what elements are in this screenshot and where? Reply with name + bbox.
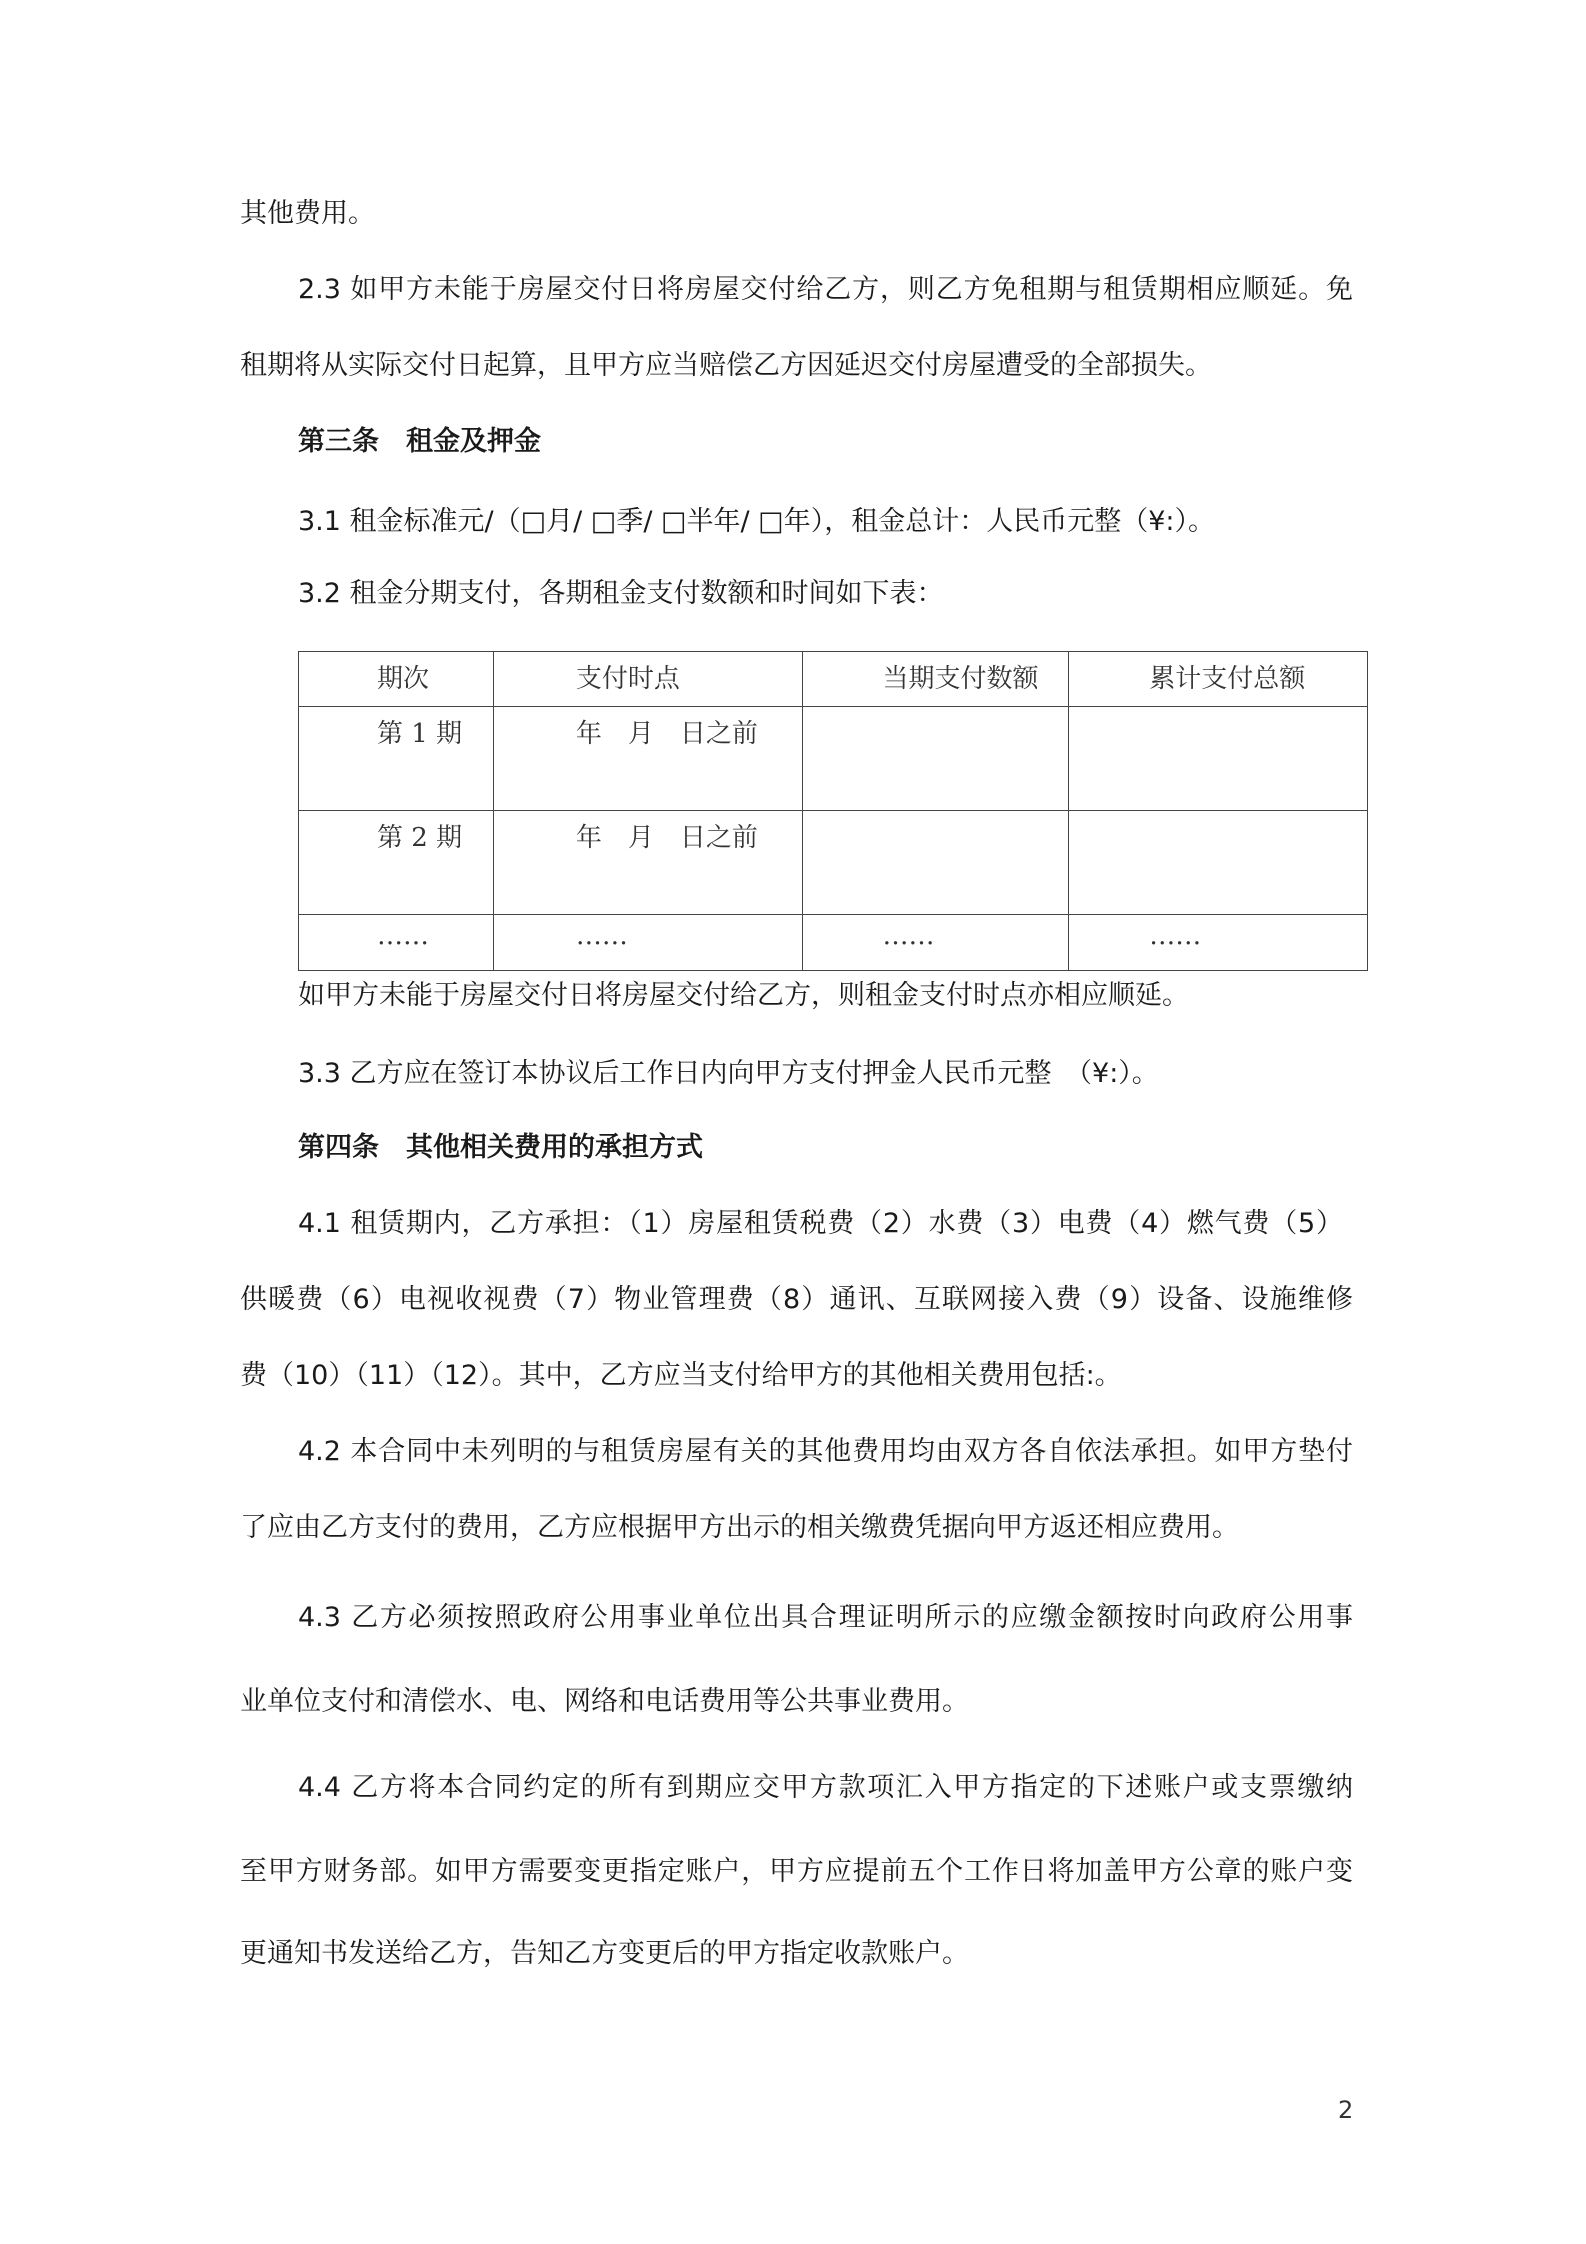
- table-cell: [1069, 811, 1368, 915]
- table-row: [299, 915, 1368, 971]
- line-p44c: 更通知书发送给乙方，告知乙方变更后的甲方指定收款账户。: [240, 1938, 969, 1969]
- line-p43b: 业单位支付和清偿水、电、网络和电话费用等公共事业费用。: [240, 1686, 969, 1717]
- line-p41b: 供暖费（6）电视收视费（7）物业管理费（8）通讯、互联网接入费（9）设备、设施维修: [240, 1284, 1353, 1315]
- line-p44a: 4.4 乙方将本合同约定的所有到期应交甲方款项汇入甲方指定的下述账户或支票缴纳: [298, 1772, 1353, 1803]
- line-p42b: 了应由乙方支付的费用，乙方应根据甲方出示的相关缴费凭据向甲方返还相应费用。: [240, 1512, 1239, 1543]
- table-cell: [802, 811, 1069, 915]
- heading-article-3: 第三条 租金及押金: [298, 426, 541, 457]
- line-p41c: 费（10）（11）（12）。其中，乙方应当支付给甲方的其他相关费用包括:。: [240, 1360, 1122, 1391]
- table-cell: ……: [802, 915, 1069, 971]
- line-p41a: 4.1 租赁期内，乙方承担：（1）房屋租赁税费（2）水费（3）电费（4）燃气费（5）: [298, 1208, 1343, 1239]
- table-cell: ……: [299, 915, 494, 971]
- table-header: 累计支付总额: [1069, 652, 1368, 707]
- table-cell: 年 月 日之前: [493, 811, 802, 915]
- line-p33: 3.3 乙方应在签订本协议后工作日内向甲方支付押金人民币元整 （¥:）。: [298, 1058, 1159, 1089]
- line-p44b: 至甲方财务部。如甲方需要变更指定账户，甲方应提前五个工作日将加盖甲方公章的账户变: [240, 1856, 1353, 1887]
- line-p23b: 租期将从实际交付日起算，且甲方应当赔偿乙方因延迟交付房屋遭受的全部损失。: [240, 350, 1212, 381]
- table-cell: 年 月 日之前: [493, 707, 802, 811]
- line-p42a: 4.2 本合同中未列明的与租赁房屋有关的其他费用均由双方各自依法承担。如甲方垫付: [298, 1436, 1353, 1467]
- page-number: 2: [1338, 2096, 1354, 2124]
- line-after-table: 如甲方未能于房屋交付日将房屋交付给乙方，则租金支付时点亦相应顺延。: [298, 980, 1189, 1011]
- table-row: [299, 707, 1368, 811]
- payment-schedule-table: [298, 651, 1368, 971]
- table-header: 当期支付数额: [802, 652, 1069, 707]
- table-header: 期次: [299, 652, 494, 707]
- table-cell: 第 2 期: [299, 811, 494, 915]
- table-row: [299, 811, 1368, 915]
- line-p0: 其他费用。: [240, 198, 375, 229]
- heading-article-4: 第四条 其他相关费用的承担方式: [298, 1132, 703, 1163]
- line-p32: 3.2 租金分期支付，各期租金支付数额和时间如下表：: [298, 578, 944, 609]
- table-cell: [802, 707, 1069, 811]
- line-p31: 3.1 租金标准元/（□月/ □季/ □半年/ □年），租金总计：人民币元整（¥:）。: [298, 506, 1215, 537]
- line-p23a: 2.3 如甲方未能于房屋交付日将房屋交付给乙方，则乙方免租期与租赁期相应顺延。免: [298, 274, 1353, 305]
- table-header-row: [299, 652, 1368, 707]
- line-p43a: 4.3 乙方必须按照政府公用事业单位出具合理证明所示的应缴金额按时向政府公用事: [298, 1602, 1353, 1633]
- table-cell: 第 1 期: [299, 707, 494, 811]
- table-cell: [1069, 707, 1368, 811]
- table-cell: ……: [493, 915, 802, 971]
- table-cell: ……: [1069, 915, 1368, 971]
- table-header: 支付时点: [493, 652, 802, 707]
